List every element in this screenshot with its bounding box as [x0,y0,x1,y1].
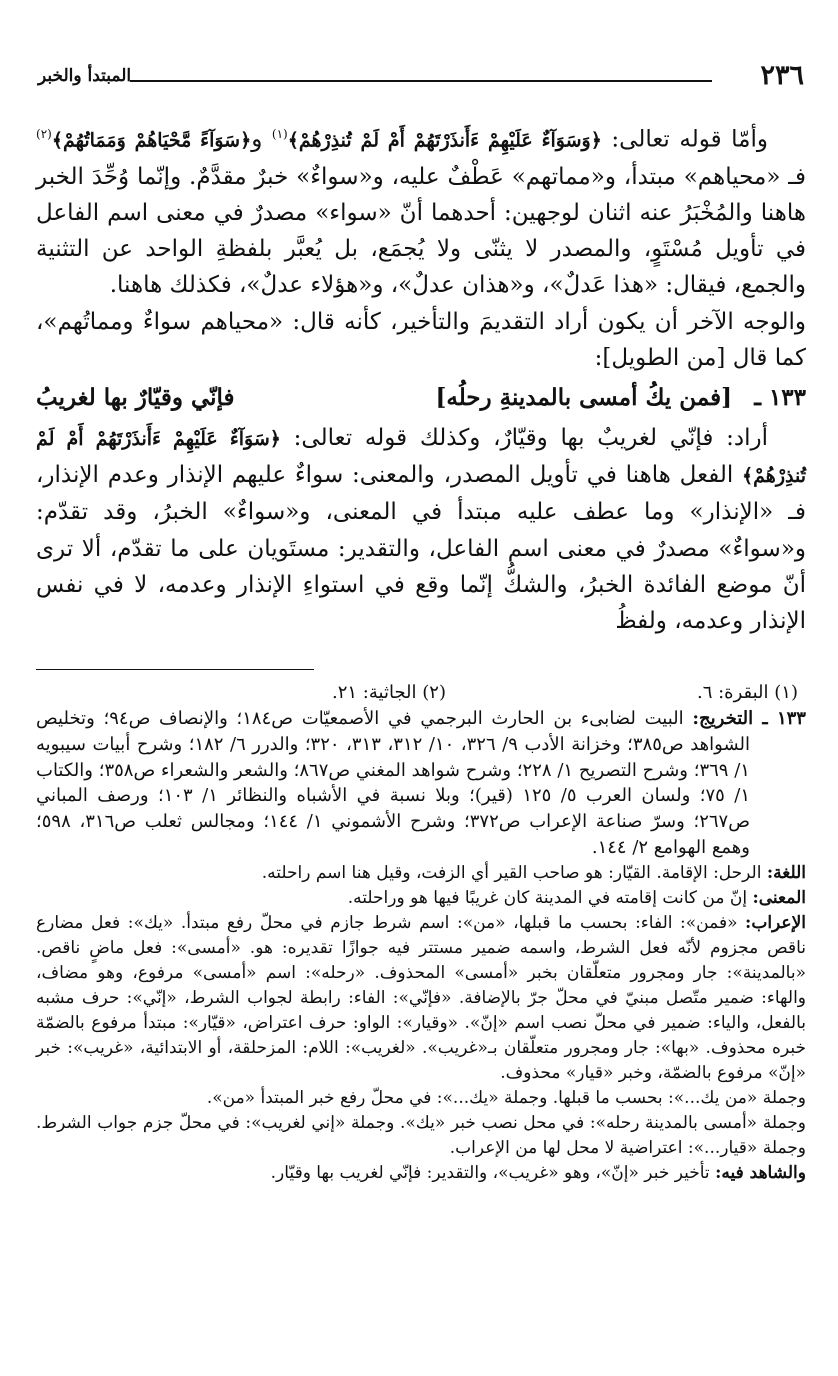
poetry-verse [36,378,806,418]
irab-label: الإعراب: [745,912,806,933]
footnote-1: (١) البقرة: ٦. [696,682,798,703]
paragraph-3 [36,420,806,639]
verse-first-hemistich: [فمن يكُ أمسى بالمدينةِ رحلُه] [435,384,732,412]
p3-text-b: الفعل هاهنا في تأويل المصدر، والمعنى: سواءٌ عليهم الإنذار وعدم الإنذار، فـ «الإنذار» وما عطف عليه مبتدأ في المعنى، و«سواءٌ» الخبرُ، وقد تقدّم: و«سواءٌ» مصدرٌ في معنى اسم الفاعل، والتقدير: مستَويان على ما تقدّم، ألا ترى أنّ موضع الفائدة الخبرُ، والشكُّ إنّما وقع في استواءِ الإنذار وعدمه، لا في نفس الإنذار وعدمه، ولفظُ [36,462,806,635]
paragraph-1 [36,116,806,304]
takhrij-note [36,706,806,861]
p1-text-a: وأمّا قوله تعالى: [601,126,768,153]
mana-note [36,886,806,911]
takhrij-text: البيت لضابىء بن الحارث البرجمي في الأصمعيّات ص١٨٤؛ والإنصاف ص٩٤؛ وتخليص الشواهد ص٣٨٥؛ وخزانة الأدب ٩/ ٣٢٦، ١٠/ ٣١٢، ٣١٣، ٣٢٠؛ والدرر ٦/ ١٨٢؛ وشرح أبيات سيبويه ١/ ٣٦٩؛ وشرح التصريح ١/ ٢٢٨؛ وشرح شواهد المغني ص٨٦٧؛ والشعر والشعراء ص٣٥٨؛ والكتاب ١/ ٧٥؛ ولسان العرب ٥/ ١٢٥ (قير)؛ وبلا نسبة في الأشباه والنظائر ١/ ١٠٣؛ ورصف المباني ص٢٦٧؛ وسرّ صناعة الإعراب ص٣٧٢؛ وشرح الأشموني ١/ ١٤٤؛ ومجالس ثعلب ص٣١٦، ٥٩٨؛ وهمع الهوامع ٢/ ١٤٤. [36,708,751,858]
p1-text-b: و [251,126,272,153]
p3-text-a: أراد: فإنّي لغريبٌ بها وقيّارٌ، وكذلك قوله تعالى: [280,425,768,452]
page-header [38,60,804,94]
lugha-label: اللغة: [766,862,806,883]
p1-text-c: فـ «محياهم» مبتدأ، و«مماتهم» عَطْفٌ عليه، و«سواءٌ» خبرٌ مقدَّمٌ. وإنّما وُحِّدَ الخبر هاهنا والمُخْبَرُ عنه اثنان لوجهين: أحدهما أنّ «سواء» مصدرٌ في معنى اسم الفاعل في تأويل مُسْتَوٍ، والمصدر لا يثنّى ولا يُجمَع، بل يُعبَّر بلفظةِ الواحد عن التثنية والجمع، فيقال: «هذا عَدلٌ»، و«هذان عدلٌ»، و«هؤلاء عدلٌ»، فكذلك هاهنا. [36,163,806,299]
lugha-note [36,861,806,886]
mana-label: المعنى: [752,887,806,908]
quran-verse-baqara: ﴿وَسَوَآءٌ عَلَيْهِمْ ءَأَنذَرْتَهُمْ أَمْ لَمْ تُنذِرْهُمْ﴾ [287,129,602,152]
verse-commentary [36,706,806,1186]
jumal-note-1: وجملة «من يك...»: بحسب ما قبلها. وجملة «يك...»: في محلّ رفع خبر المبتدأ «من». [206,1087,806,1108]
running-title: المبتدأ والخبر [38,66,132,86]
page-number: ٢٣٦ [760,60,804,91]
shahid-note [36,1161,806,1186]
verse-number: ١٣٣ ـ [754,384,806,412]
main-text [36,116,806,639]
footnote-ref-1[interactable]: (١) [271,127,288,141]
shahid-label: والشاهد فيه: [715,1162,806,1183]
footnote-references [36,680,806,706]
shahid-text: تأخير خبر «إنّ»، وهو «غريب»، والتقدير: فإنّي لغريب بها وقيّار. [270,1162,716,1183]
lugha-text: الرحل: الإقامة. القيّار: هو صاحب القير أي الزفت، وقيل هنا اسم راحلته. [261,862,767,883]
footnote-2: (٢) الجاثية: ٢١. [332,682,446,703]
mana-text: إنّ من كانت إقامته في المدينة كان غريبًا فيها هو وراحلته. [347,887,753,908]
quran-verse-baqara-repeat: ﴿سَوَآءٌ عَلَيْهِمْ ءَأَنذَرْتَهُمْ أَمْ لَمْ تُنذِرْهُمْ﴾ [36,428,806,488]
verse-second-hemistich: فإنّي وقيّارٌ بها لغريبُ [36,384,235,412]
irab-text: «فمن»: الفاء: بحسب ما قبلها، «من»: اسم شرط جازم في محلّ رفع مبتدأ. «يك»: فعل مضارع ناقص مجزوم لأنّه فعل الشرط، واسمه ضمير مستتر فيه جوازًا تقديره: هو. «أمسى»: فعل ماضٍ ناقص. «بالمدينة»: جار ومجرور متعلّقان بخبر «أمسى» المحذوف. «رحله»: اسم «أمسى» مرفوع، وهو مضاف، والهاء: ضمير متّصل مبنيّ في محلّ جرّ بالإضافة. «فإنّي»: الفاء: رابطة لجواب الشرط، «إنّي»: حرف مشبه بالفعل، والياء: ضمير في محلّ نصب اسم «إنّ». «وقيار»: الواو: حرف اعتراض، «قيّار»: مبتدأ مرفوع بالضمّة خبره محذوف. «بها»: جار ومجرور متعلّقان بـ«غريب». «لغريب»: اللام: المزحلقة، أو الابتدائية، «غريب»: خبر «إنّ» مرفوع بالضمّة، وخبر «قيار» محذوف. [36,912,806,1083]
quran-verse-jathiya: ﴿سَوَآءً مَّحْيَاهُمْ وَمَمَاتُهُمْ﴾ [51,129,252,152]
takhrij-label: ١٣٣ ـ التخريج: [692,708,806,729]
footnotes [36,680,806,1186]
header-rule [130,80,712,82]
jumal-note-2: وجملة «أمسى بالمدينة رحله»: في محل نصب خبر «يك». وجملة «إني لغريب»: في محلّ جزم جواب الشرط. وجملة «قيار...»: اعتراضية لا محل لها من الإعراب. [36,1112,806,1158]
paragraph-2: والوجه الآخر أن يكون أراد التقديمَ والتأخير، كأنه قال: «محياهم سواءٌ ومماتُهم»، كما قال [من الطويل]: [36,308,806,371]
footnote-ref-2[interactable]: (٢) [36,127,52,141]
footnote-separator [36,669,314,670]
irab-note [36,911,806,1086]
